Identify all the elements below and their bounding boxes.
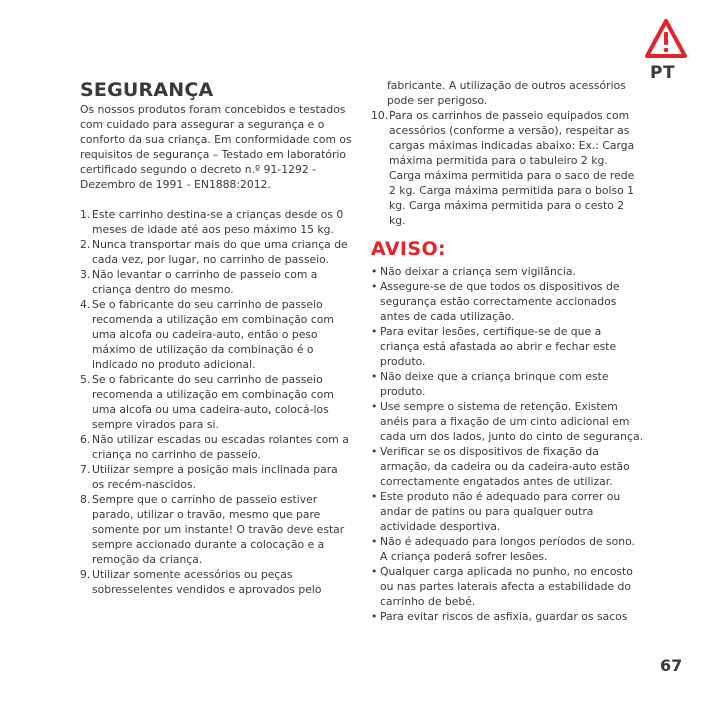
item-text: Sempre que o carrinho de passeio estiver parado, utilizar o travão, mesmo que pare somente por um instante! O travão deve estar sempre accionado durante a colocação e a remoção da criança. xyxy=(92,493,345,566)
item-text: Nunca transportar mais do que uma criança de cada vez, por lugar, no carrinho de passeio. xyxy=(92,238,348,266)
section-title: SEGURANÇA xyxy=(80,79,214,101)
item-text: Este carrinho destina-se a crianças desde os 0 meses de idade até aos peso máximo 15 kg. xyxy=(92,208,344,236)
language-code: PT xyxy=(650,63,676,83)
warning-item: • Assegure-se de que todos os dispositivos de segurança estão correctamente accionados antes de cada utilização. xyxy=(371,279,643,324)
warning-item: • Não deixe que a criança brinque com este produto. xyxy=(371,369,643,399)
warning-item: • Este produto não é adequado para correr ou andar de patins ou para qualquer outra actividade desportiva. xyxy=(371,489,643,534)
item-text: Utilizar somente acessórios ou peças sobresselentes vendidos e aprovados pelo xyxy=(92,568,322,596)
item-number: 7. xyxy=(80,463,91,476)
item-text: Utilizar sempre a posição mais inclinada para os recém-nascidos. xyxy=(92,463,338,491)
item-text: Não levantar o carrinho de passeio com a criança dentro do mesmo. xyxy=(92,268,318,296)
list-item xyxy=(80,267,352,297)
item-number: 10. xyxy=(371,109,389,122)
item-number: 3. xyxy=(80,268,91,281)
left-column xyxy=(80,78,352,597)
intro-paragraph: Os nossos produtos foram concebidos e testados com cuidado para assegurar a segurança e o conforto da sua criança. Em conformidade com os requisitos de segurança – Testado em laboratório certificado segundo o decreto n.º 91-1292 - Dezembro de 1991 - EN1888:2012. xyxy=(80,103,352,191)
warning-list xyxy=(371,264,643,624)
list-item xyxy=(80,372,352,432)
page-number: 67 xyxy=(660,656,683,675)
list-item xyxy=(80,462,352,492)
list-item xyxy=(371,108,643,228)
warning-item: • Verificar se os dispositivos de fixação da armação, da cadeira ou da cadeira-auto estão correctamente engatados antes de utilizar. xyxy=(371,444,643,489)
item-number: 5. xyxy=(80,373,91,386)
item-number: 2. xyxy=(80,238,91,251)
item-number: 1. xyxy=(80,208,91,221)
warning-item: • Não é adequado para longos períodos de sono. A criança poderá sofrer lesões. xyxy=(371,534,643,564)
right-column xyxy=(371,78,643,624)
item-text: Para os carrinhos de passeio equipados com acessórios (conforme a versão), respeitar as cargas máximas indicadas abaixo: Ex.: Carga máxima permitida para o tabuleiro 2 kg. Carga máxima permitida para o saco de rede 2 kg. Carga máxima permitida para o bolso 1 kg. Carga máxima permitida para o cesto 2 kg. xyxy=(389,109,635,227)
warning-title: AVISO: xyxy=(371,238,447,260)
warning-item: • Qualquer carga aplicada no punho, no encosto ou nas partes laterais afecta a estabilidade do carrinho de bebé. xyxy=(371,564,643,609)
list-item xyxy=(80,297,352,372)
item-text: Não utilizar escadas ou escadas rolantes com a criança no carrinho de passeio. xyxy=(92,433,349,461)
list-item xyxy=(80,492,352,567)
item-text: Se o fabricante do seu carrinho de passeio recomenda a utilização em combinação com uma alcofa ou uma cadeira-auto, colocá-los sempre virados para si. xyxy=(92,373,334,431)
list-item-continuation: fabricante. A utilização de outros acessórios pode ser perigoso. xyxy=(387,79,626,107)
item-number: 6. xyxy=(80,433,91,446)
item-number: 4. xyxy=(80,298,91,311)
item-number: 9. xyxy=(80,568,91,581)
list-item xyxy=(80,207,352,237)
item-number: 8. xyxy=(80,493,91,506)
safety-list-continued xyxy=(371,108,643,228)
warning-triangle-icon xyxy=(644,18,688,60)
list-item xyxy=(80,567,352,597)
item-text: Se o fabricante do seu carrinho de passeio recomenda a utilização em combinação com uma alcofa ou cadeira-auto, então o peso máximo de utilização da combinação é o indicado no produto adicional. xyxy=(92,298,334,371)
list-item xyxy=(80,432,352,462)
warning-item: • Use sempre o sistema de retenção. Existem anéis para a fixação de um cinto adicional em cada um dos lados, junto do cinto de segurança. xyxy=(371,399,643,444)
safety-list xyxy=(80,207,352,597)
list-item xyxy=(80,237,352,267)
warning-item: • Não deixar a criança sem vigilância. xyxy=(371,264,643,279)
warning-item: • Para evitar riscos de asfixia, guardar os sacos xyxy=(371,609,643,624)
warning-item: • Para evitar lesões, certifique-se de que a criança está afastada ao abrir e fechar este produto. xyxy=(371,324,643,369)
